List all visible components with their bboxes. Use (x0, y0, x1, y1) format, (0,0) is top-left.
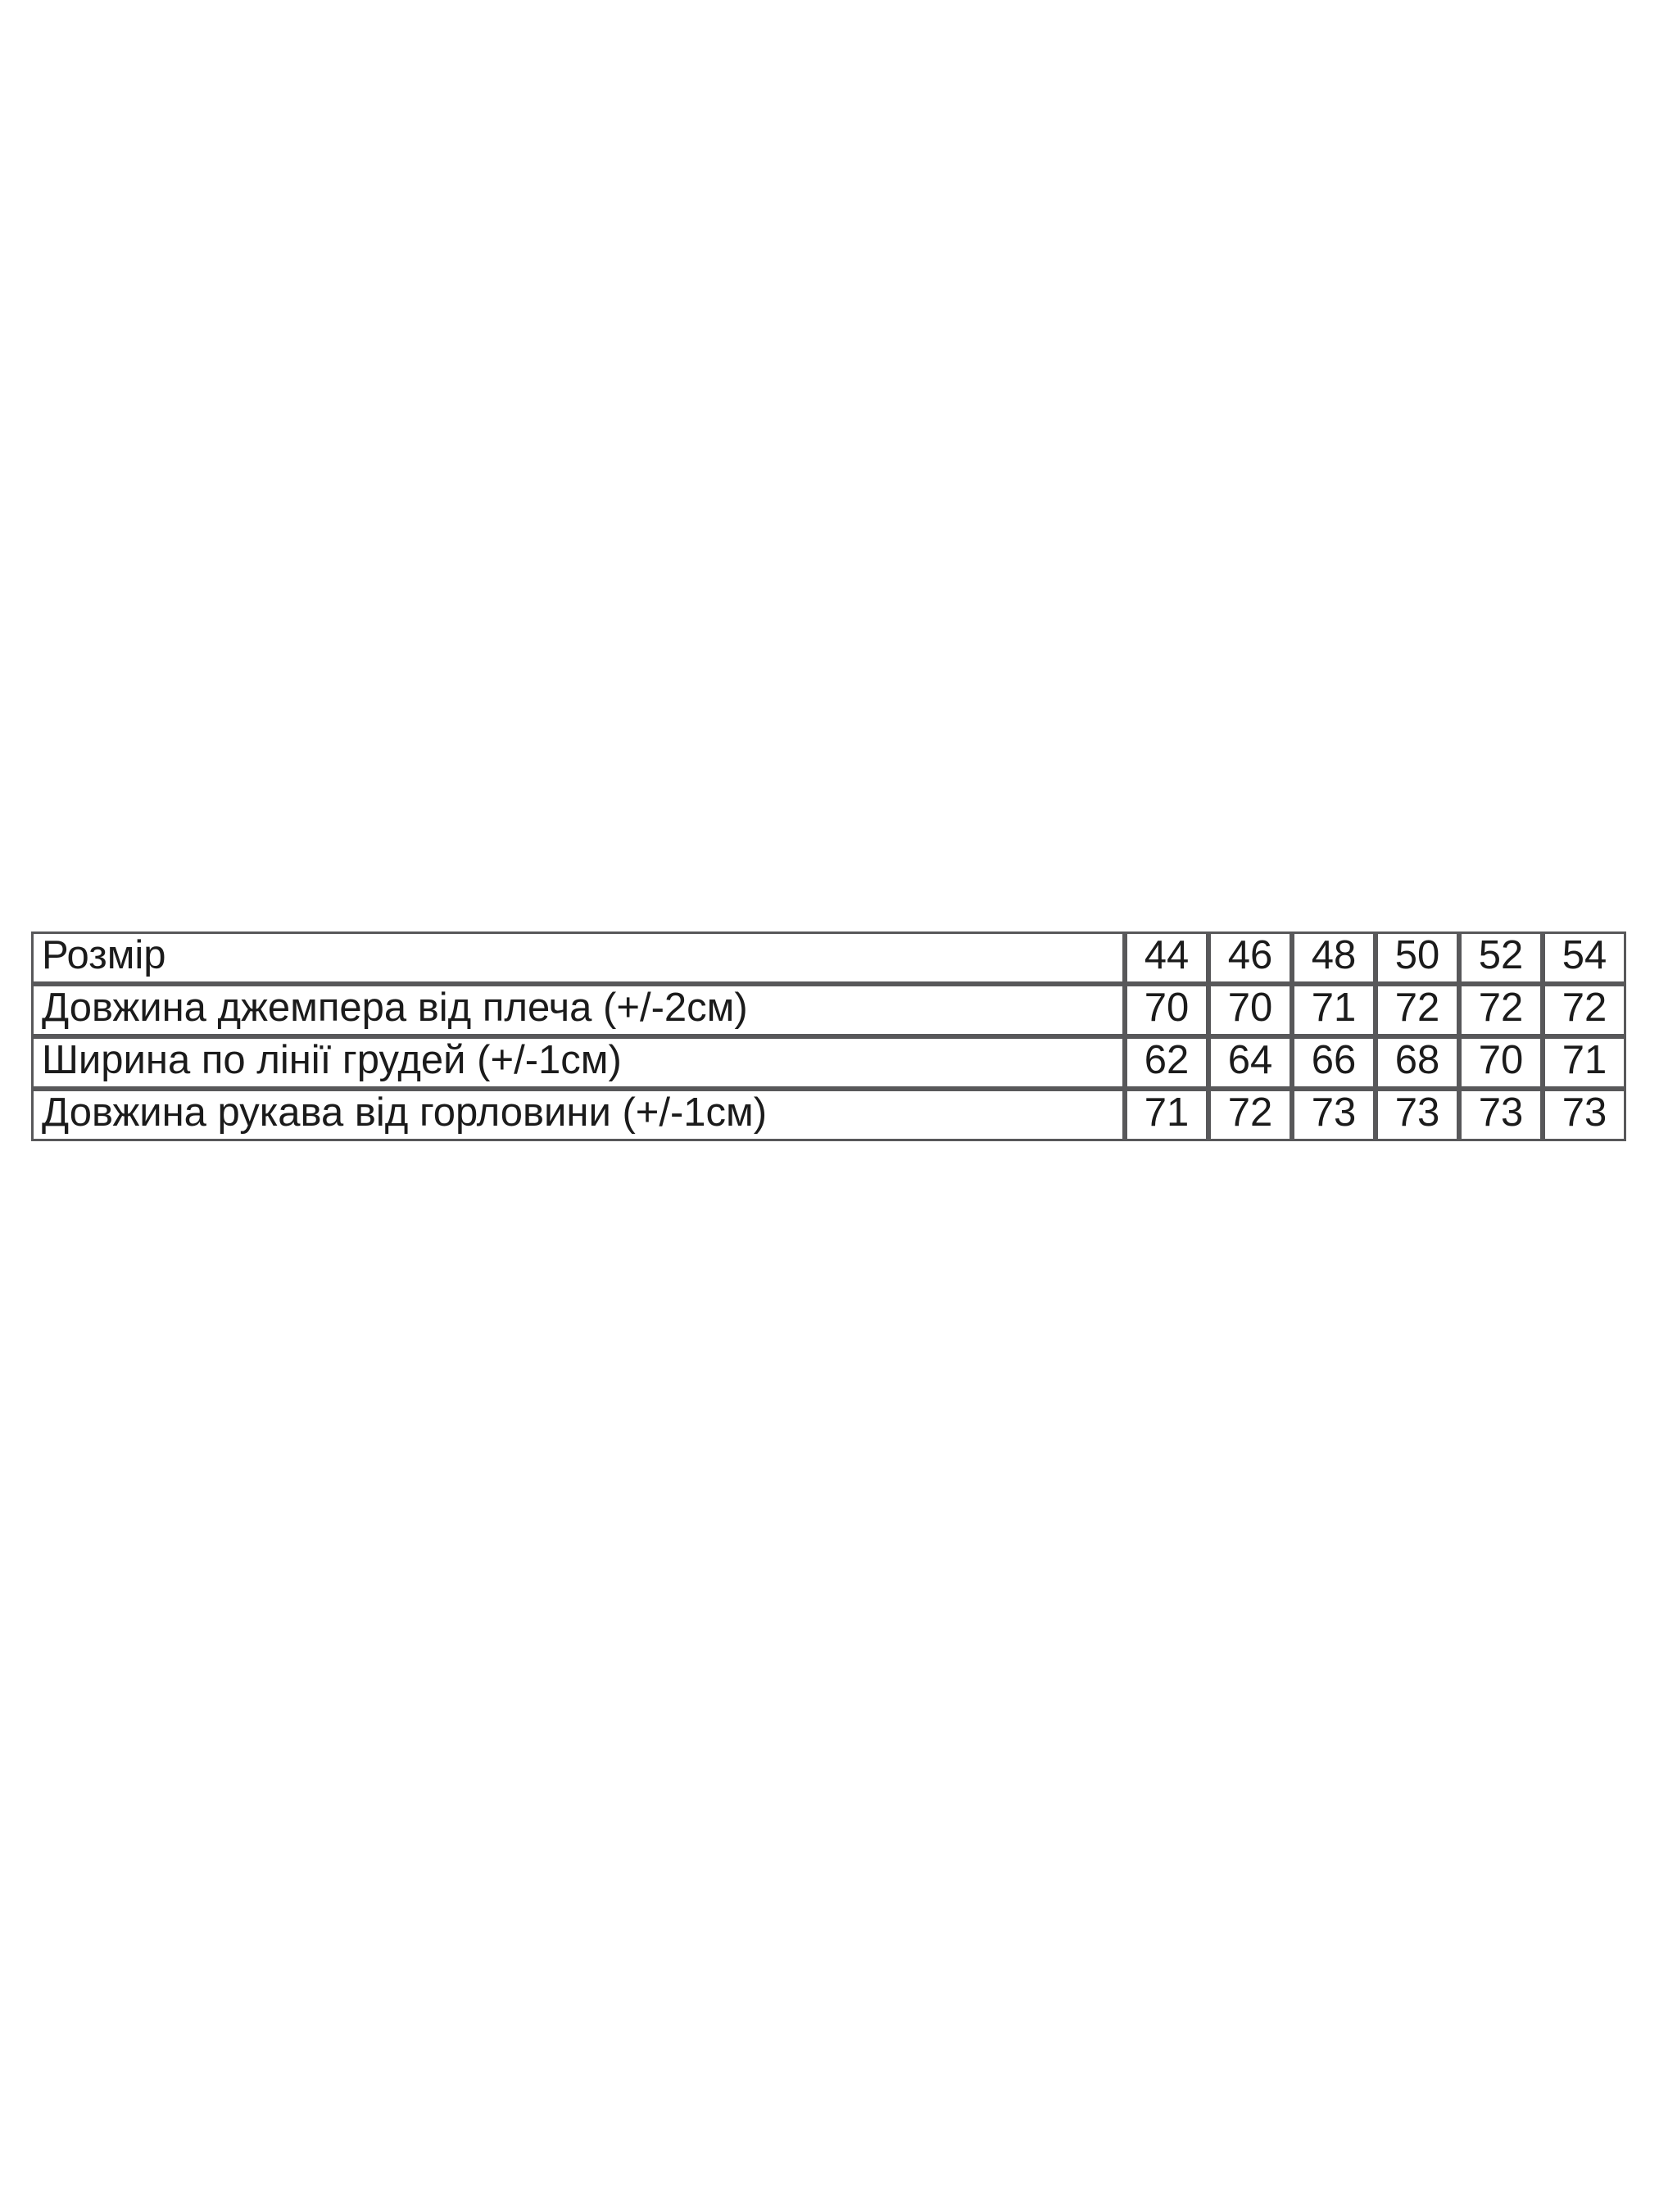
table-cell: 54 (1543, 931, 1626, 984)
table-row (31, 931, 1626, 984)
table-cell: 50 (1376, 931, 1459, 984)
table-cell: 68 (1376, 1036, 1459, 1089)
table-cell: 72 (1543, 984, 1626, 1036)
row-label: Ширина по лінії грудей (+/-1см) (31, 1036, 1125, 1089)
table-cell: 72 (1376, 984, 1459, 1036)
row-label: Довжина рукава від горловини (+/-1см) (31, 1089, 1125, 1141)
table-cell: 52 (1459, 931, 1543, 984)
table-cell: 71 (1543, 1036, 1626, 1089)
size-chart-body (31, 931, 1626, 1141)
table-cell: 46 (1208, 931, 1292, 984)
table-cell: 66 (1292, 1036, 1376, 1089)
table-row (31, 984, 1626, 1036)
table-cell: 70 (1208, 984, 1292, 1036)
table-cell: 73 (1292, 1089, 1376, 1141)
size-chart-container (31, 931, 1626, 1141)
table-cell: 70 (1125, 984, 1208, 1036)
table-cell: 44 (1125, 931, 1208, 984)
table-cell: 71 (1292, 984, 1376, 1036)
table-cell: 73 (1543, 1089, 1626, 1141)
size-chart-table (31, 931, 1626, 1141)
table-row (31, 1036, 1626, 1089)
table-cell: 48 (1292, 931, 1376, 984)
table-cell: 71 (1125, 1089, 1208, 1141)
table-cell: 62 (1125, 1036, 1208, 1089)
row-label: Довжина джемпера від плеча (+/-2см) (31, 984, 1125, 1036)
row-label: Розмір (31, 931, 1125, 984)
table-cell: 73 (1459, 1089, 1543, 1141)
table-cell: 73 (1376, 1089, 1459, 1141)
table-row (31, 1089, 1626, 1141)
table-cell: 70 (1459, 1036, 1543, 1089)
table-cell: 72 (1459, 984, 1543, 1036)
table-cell: 72 (1208, 1089, 1292, 1141)
table-cell: 64 (1208, 1036, 1292, 1089)
